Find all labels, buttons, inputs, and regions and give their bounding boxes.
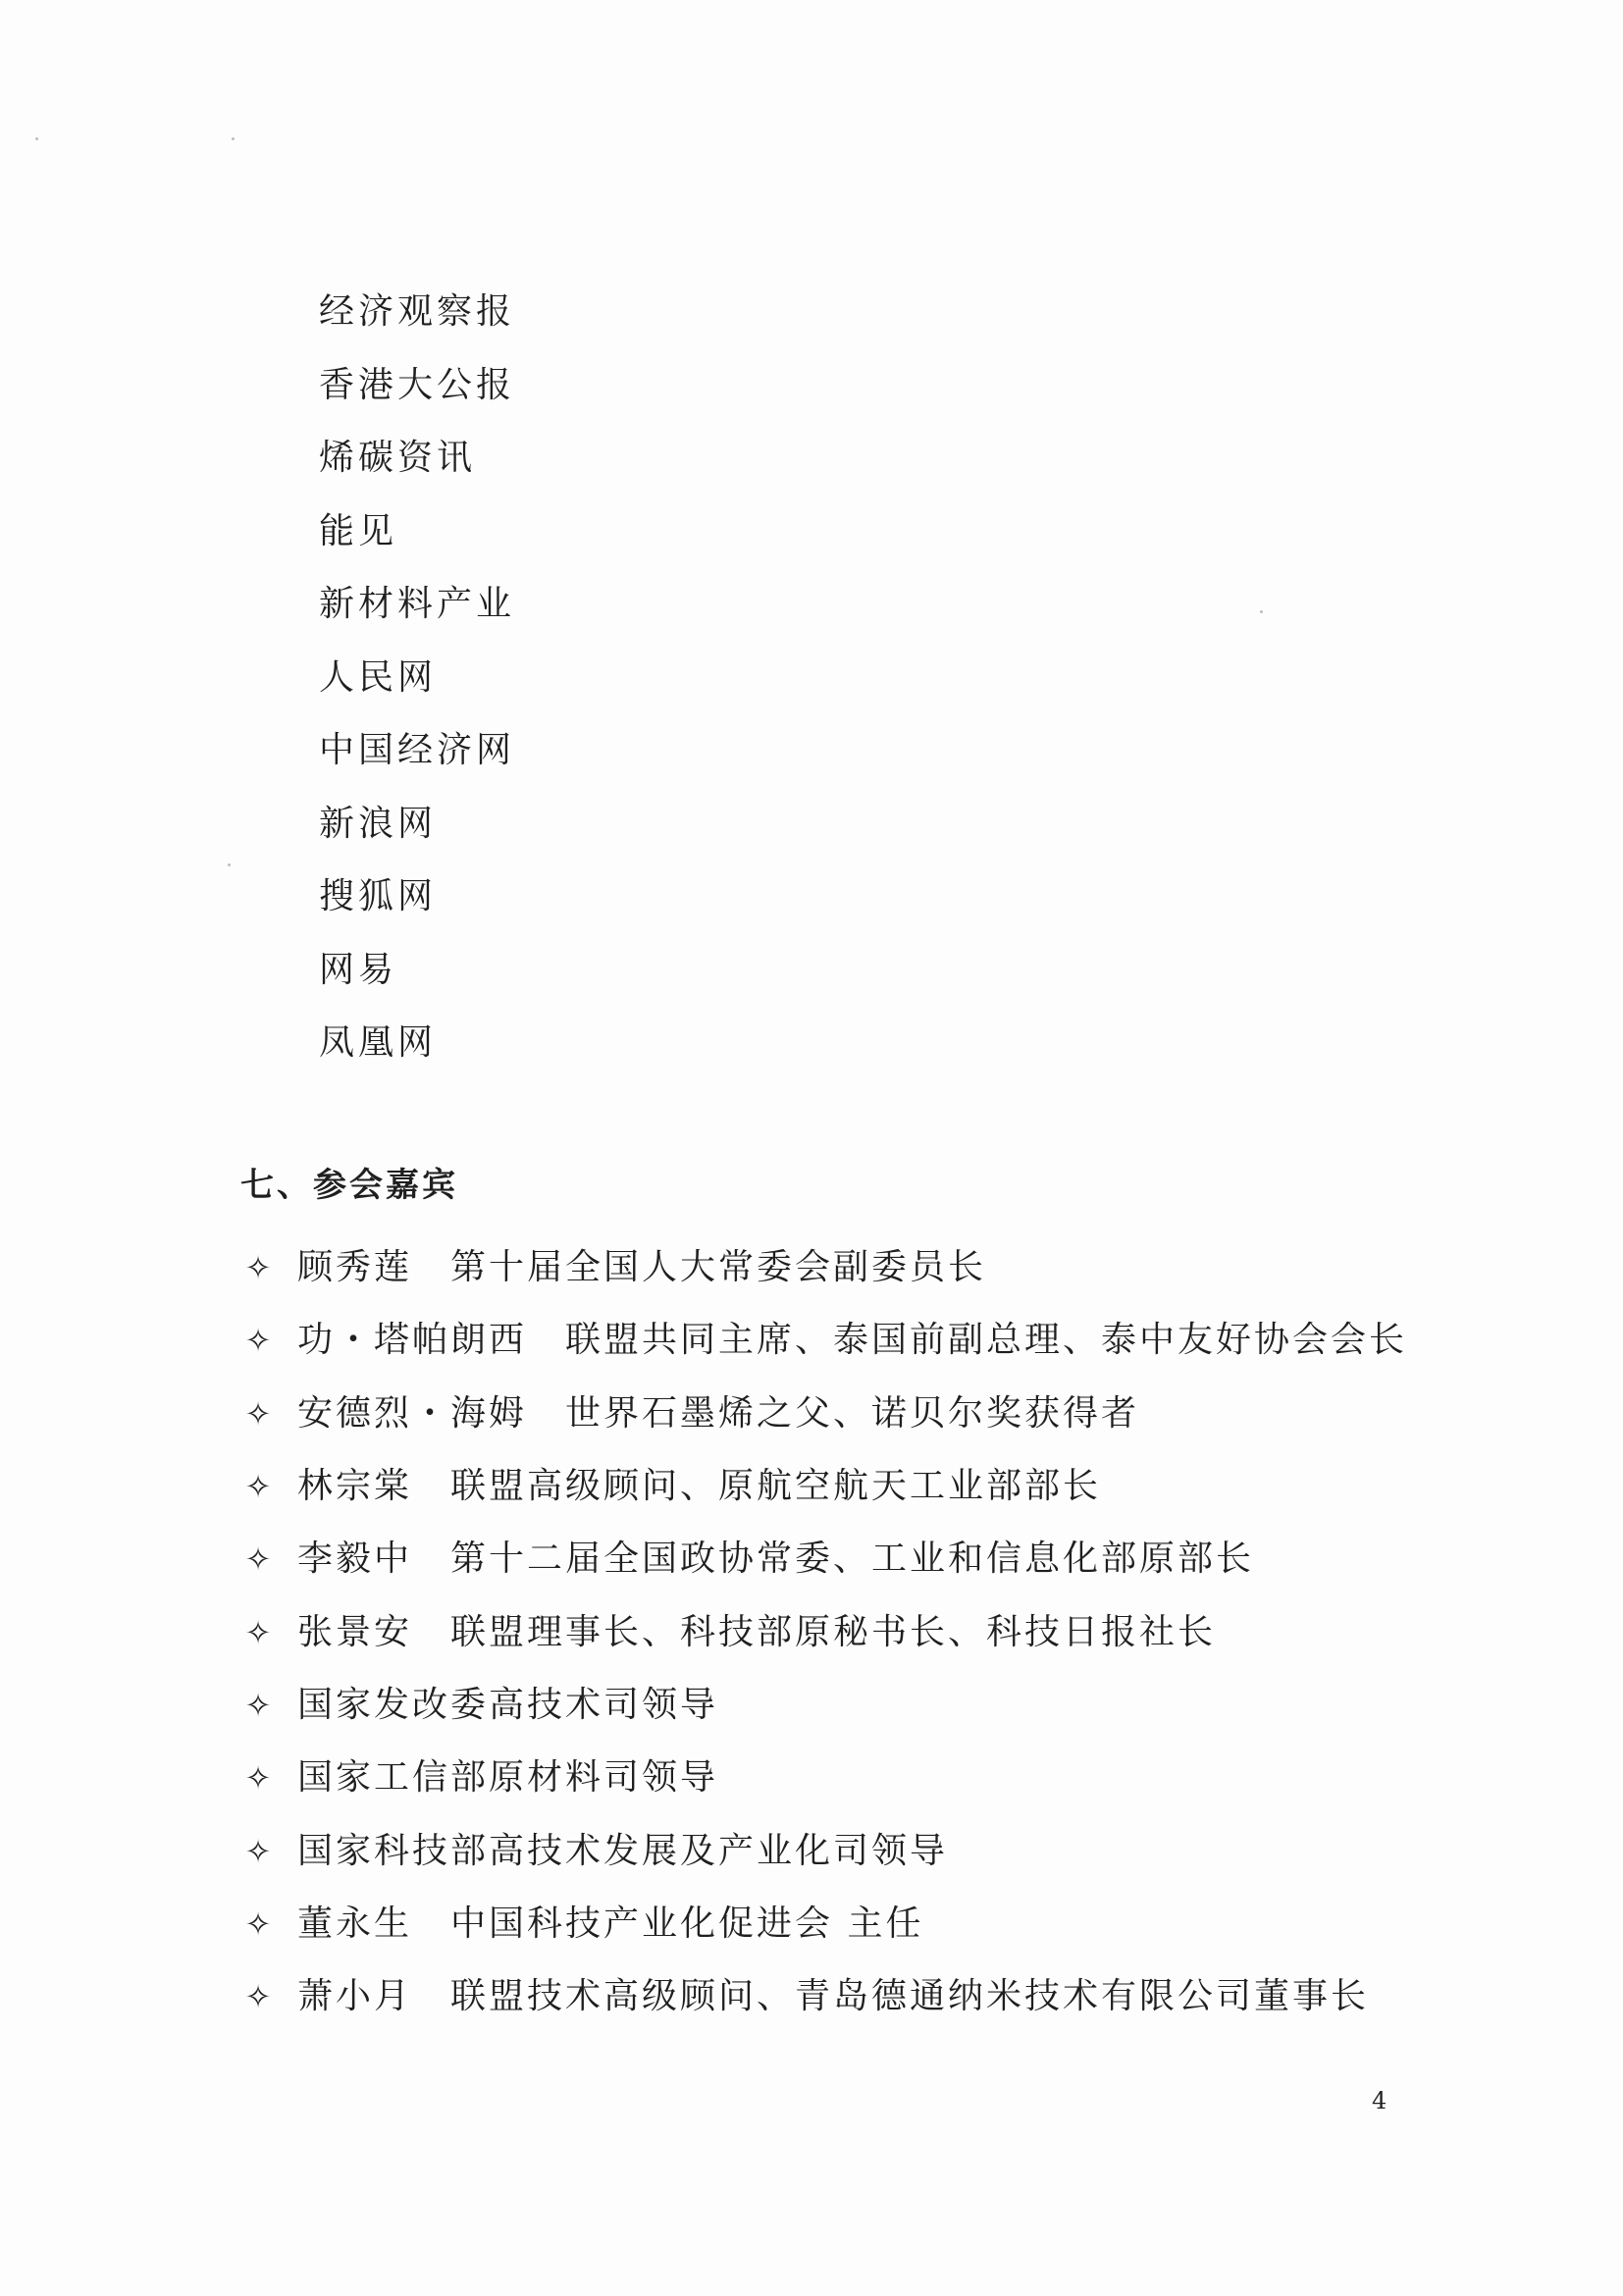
scan-speck — [232, 137, 235, 140]
diamond-star-icon: ✧ — [244, 1394, 272, 1433]
guest-text: 国家科技部高技术发展及产业化司领导 — [297, 1830, 949, 1871]
media-list-item: 中国经济网 — [319, 730, 516, 770]
media-list-item: 经济观察报 — [319, 291, 516, 332]
guest-text: 功・塔帕朗西 联盟共同主席、泰国前副总理、泰中友好协会会长 — [297, 1320, 1408, 1361]
guest-list-item — [240, 1523, 1407, 1595]
guest-list-item — [240, 1669, 1407, 1742]
media-list-item: 人民网 — [319, 656, 438, 698]
media-list-item: 烯碳资讯 — [319, 438, 477, 478]
guest-text: 顾秀莲 第十届全国人大常委会副委员长 — [297, 1247, 987, 1288]
diamond-star-icon: ✧ — [244, 1613, 272, 1651]
guest-list-item — [240, 1450, 1407, 1523]
guest-list — [240, 1231, 1407, 2033]
guest-text: 国家发改委高技术司领导 — [297, 1684, 719, 1725]
guest-list-item — [240, 1960, 1407, 2033]
scan-speck — [35, 137, 38, 140]
media-list-item: 香港大公报 — [319, 364, 516, 405]
diamond-star-icon: ✧ — [244, 1759, 272, 1798]
guest-list-item — [240, 1888, 1407, 1960]
guest-list-item — [240, 1231, 1407, 1304]
guest-list-item — [240, 1814, 1407, 1887]
media-list-item: 新浪网 — [319, 803, 438, 844]
diamond-star-icon: ✧ — [244, 1832, 272, 1870]
diamond-star-icon: ✧ — [244, 1540, 272, 1579]
diamond-star-icon: ✧ — [244, 1249, 272, 1287]
media-list-item: 网易 — [319, 949, 398, 990]
guests-section-heading: 七、参会嘉宾 — [240, 1166, 458, 1205]
guest-text: 安德烈・海姆 世界石墨烯之父、诺贝尔奖获得者 — [297, 1392, 1140, 1434]
guest-text: 董永生 中国科技产业化促进会 主任 — [297, 1903, 924, 1944]
page-number: 4 — [1372, 2087, 1387, 2114]
diamond-star-icon: ✧ — [244, 1978, 272, 2016]
diamond-star-icon: ✧ — [244, 1322, 272, 1360]
scan-speck — [228, 863, 231, 866]
guest-text: 林宗棠 联盟高级顾问、原航空航天工业部部长 — [297, 1466, 1102, 1507]
guest-list-item — [240, 1304, 1407, 1377]
guest-text: 李毅中 第十二届全国政协常委、工业和信息化部原部长 — [297, 1539, 1255, 1580]
media-list — [319, 285, 515, 1089]
media-list-item: 搜狐网 — [319, 876, 438, 916]
diamond-star-icon: ✧ — [244, 1468, 272, 1506]
diamond-star-icon: ✧ — [244, 1905, 272, 1943]
guest-text: 萧小月 联盟技术高级顾问、青岛德通纳米技术有限公司董事长 — [297, 1976, 1370, 2017]
media-list-item: 凤凰网 — [319, 1022, 438, 1063]
scan-speck — [1260, 610, 1263, 613]
diamond-star-icon: ✧ — [244, 1686, 272, 1724]
guest-text: 张景安 联盟理事长、科技部原秘书长、科技日报社长 — [297, 1611, 1217, 1652]
guest-list-item — [240, 1742, 1407, 1814]
media-list-item: 新材料产业 — [319, 584, 516, 624]
guest-list-item — [240, 1595, 1407, 1668]
guest-text: 国家工信部原材料司领导 — [297, 1757, 719, 1799]
guest-list-item — [240, 1378, 1407, 1450]
media-list-item: 能见 — [319, 510, 398, 551]
